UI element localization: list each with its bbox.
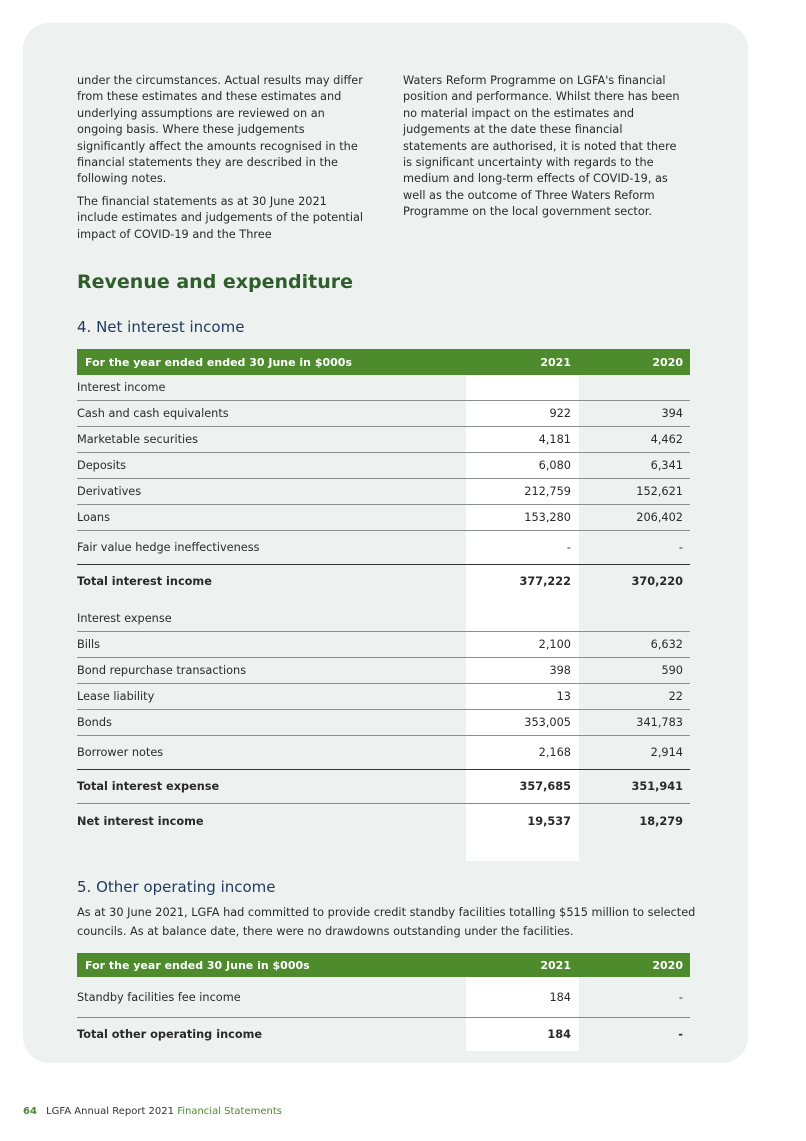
header-2021: 2021 xyxy=(540,355,571,369)
table-row xyxy=(77,632,690,658)
intro-columns xyxy=(77,73,689,249)
net-interest-table xyxy=(77,349,690,838)
row-2021: 184 xyxy=(549,990,571,1004)
row-2020: - xyxy=(678,990,683,1004)
row-2021: 353,005 xyxy=(524,716,571,729)
page-footer xyxy=(23,1106,282,1117)
note5-paragraph: As at 30 June 2021, LGFA had committed to provide credit standby facilities totalling $515 million to selected councils. As at balance date, there were no drawdowns outstanding under the facilities. xyxy=(77,906,696,938)
row-2020: 590 xyxy=(661,664,683,677)
row-2020: 394 xyxy=(661,407,683,420)
row-2020: - xyxy=(678,541,683,554)
row-2020: 18,279 xyxy=(639,814,683,828)
row-label: Loans xyxy=(77,511,110,524)
table-header xyxy=(77,953,690,977)
row-label: Fair value hedge ineffectiveness xyxy=(77,541,260,554)
intro-left-paragraph-2: The financial statements as at 30 June 2021 include estimates and judgements of the potential impact of COVID-19 and the Three xyxy=(77,194,364,241)
row-label: Lease liability xyxy=(77,690,155,703)
row-2021: 13 xyxy=(556,690,571,703)
header-label: For the year ended 30 June in $000s xyxy=(85,958,310,972)
section-title: Revenue and expenditure xyxy=(77,271,354,293)
row-2021: 19,537 xyxy=(527,814,571,828)
row-2020: 351,941 xyxy=(631,780,683,793)
row-label: Bonds xyxy=(77,716,112,729)
row-label: Total interest income xyxy=(77,575,212,588)
header-2020: 2020 xyxy=(652,958,683,972)
row-2020: 152,621 xyxy=(636,485,683,498)
header-2021: 2021 xyxy=(540,958,571,972)
row-label: Marketable securities xyxy=(77,433,199,446)
interest-expense-heading-row xyxy=(77,598,690,632)
total-interest-income-row xyxy=(77,565,690,598)
row-2021: 4,181 xyxy=(538,433,571,446)
row-label: Borrower notes xyxy=(77,746,164,759)
intro-left-column xyxy=(77,73,369,249)
net-interest-income-row xyxy=(77,804,690,838)
note5-title: 5. Other operating income xyxy=(77,878,276,896)
total-other-operating-income-row xyxy=(77,1018,690,1051)
table-row xyxy=(77,736,690,770)
row-2020: 206,402 xyxy=(636,511,683,524)
table-row xyxy=(77,505,690,531)
table-row xyxy=(77,479,690,505)
interest-income-heading: Interest income xyxy=(77,381,166,394)
row-2020: 4,462 xyxy=(650,433,683,446)
table-row xyxy=(77,684,690,710)
row-2021: 2,100 xyxy=(538,638,571,651)
table-row xyxy=(77,977,690,1018)
row-2020: - xyxy=(678,1028,683,1041)
interest-expense-heading: Interest expense xyxy=(77,612,172,625)
total-interest-expense-row xyxy=(77,770,690,804)
footer-section: Financial Statements xyxy=(177,1106,282,1117)
row-2021: 153,280 xyxy=(524,511,571,524)
table-row xyxy=(77,710,690,736)
row-2020: 6,341 xyxy=(650,459,683,472)
row-label: Standby facilities fee income xyxy=(77,990,241,1004)
row-2020: 22 xyxy=(668,690,683,703)
row-label: Total other operating income xyxy=(77,1028,263,1041)
row-2021: 212,759 xyxy=(524,485,571,498)
report-title: LGFA Annual Report 2021 xyxy=(46,1106,174,1117)
table-row xyxy=(77,453,690,479)
row-2021: 398 xyxy=(549,664,571,677)
row-label: Total interest expense xyxy=(77,780,220,793)
row-2020: 341,783 xyxy=(636,716,683,729)
row-label: Derivatives xyxy=(77,485,142,498)
table-header xyxy=(77,349,690,375)
table-row xyxy=(77,658,690,684)
row-2021: 357,685 xyxy=(519,780,571,793)
row-label: Deposits xyxy=(77,459,127,472)
row-2021: 6,080 xyxy=(538,459,571,472)
row-2020: 6,632 xyxy=(650,638,683,651)
row-label: Bond repurchase transactions xyxy=(77,664,247,677)
table-row xyxy=(77,401,690,427)
table-row xyxy=(77,531,690,565)
row-label: Cash and cash equivalents xyxy=(77,407,229,420)
header-label: For the year ended ended 30 June in $000s xyxy=(85,355,353,369)
row-label: Net interest income xyxy=(77,814,204,828)
intro-left-paragraph-1: under the circumstances. Actual results may differ from these estimates and these estimates and underlying assumptions are reviewed on an ongoing basis. Where these judgements significantly affect the amounts recognised in the financial statements they are described in the following notes. xyxy=(77,74,363,186)
intro-right-paragraph-1: Waters Reform Programme on LGFA's financial position and performance. Whilst there has been no material impact on the estimates and judgements at the date these financial statements are authorised, it is noted that there is significant uncertainty with regards to the medium and long-term effects of COVID-19, as well as the outcome of Three Waters Reform Programme on the local government sector. xyxy=(403,74,680,219)
row-2020: 370,220 xyxy=(631,575,683,588)
row-2021: 377,222 xyxy=(519,575,571,588)
row-label: Bills xyxy=(77,638,101,651)
header-2020: 2020 xyxy=(652,355,683,369)
row-2020: 2,914 xyxy=(650,746,683,759)
row-2021: 922 xyxy=(549,407,571,420)
intro-right-column xyxy=(403,73,689,249)
row-2021: 184 xyxy=(547,1028,571,1041)
page-number: 64 xyxy=(23,1106,37,1117)
row-2021: - xyxy=(566,541,571,554)
interest-income-heading-row xyxy=(77,375,690,401)
row-2021: 2,168 xyxy=(538,746,571,759)
note4-title: 4. Net interest income xyxy=(77,318,245,336)
other-operating-income-table xyxy=(77,953,690,1051)
table-row xyxy=(77,427,690,453)
